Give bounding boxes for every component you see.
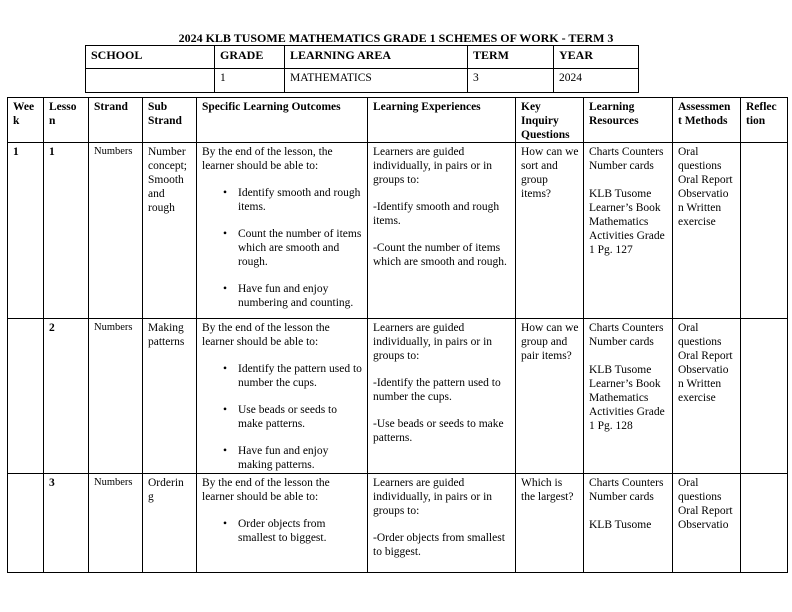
cell-resources (584, 143, 673, 319)
cell-reflection (741, 319, 788, 474)
outcome-item: • Order objects from smallest to biggest. (238, 517, 363, 545)
cell-inquiry-question: Which is the largest? (516, 474, 584, 573)
experience-item: -Order objects from smallest to biggest. (373, 532, 505, 558)
experience-item: -Identify smooth and rough items. (373, 201, 500, 227)
cell-strand: Numbers (89, 319, 143, 474)
experience-item: -Use beads or seeds to make patterns. (373, 418, 504, 444)
cell-strand: Numbers (89, 143, 143, 319)
school-info-table (85, 45, 639, 93)
cell-assessment: Oral questions Oral Report Observatio n Written exercise (673, 143, 741, 319)
cell-reflection (741, 143, 788, 319)
outcomes-list (202, 362, 363, 472)
resources-book: KLB Tusome Learner’s Book Mathematics Activities Grade 1 Pg. 128 (589, 364, 665, 432)
cell-sub-strand: Making patterns (143, 319, 197, 474)
cell-assessment: Oral questions Oral Report Observatio (673, 474, 741, 573)
cell-strand: Numbers (89, 474, 143, 573)
header-resources: Learning Resources (584, 98, 673, 143)
info-header-learning-area: LEARNING AREA (285, 46, 468, 69)
outcomes-list (202, 517, 363, 545)
resources-materials: Charts Counters Number cards (589, 146, 664, 172)
cell-sub-strand: Orderin g (143, 474, 197, 573)
cell-inquiry-question: How can we sort and group items? (516, 143, 584, 319)
cell-assessment: Oral questions Oral Report Observatio n Written exercise (673, 319, 741, 474)
info-header-year: YEAR (554, 46, 639, 69)
cell-week (8, 474, 44, 573)
info-header-row (86, 46, 639, 69)
cell-week (8, 319, 44, 474)
resources-book: KLB Tusome Learner’s Book Mathematics Activities Grade 1 Pg. 127 (589, 188, 665, 256)
info-value-term: 3 (468, 69, 554, 93)
header-inquiry-questions: Key Inquiry Questions (516, 98, 584, 143)
header-experiences: Learning Experiences (368, 98, 516, 143)
cell-lesson: 2 (44, 319, 89, 474)
table-header-row (8, 98, 788, 143)
info-value-year: 2024 (554, 69, 639, 93)
table-row (8, 474, 788, 573)
cell-reflection (741, 474, 788, 573)
outcome-item: • Count the number of items which are smooth and rough. (238, 227, 363, 269)
experiences-intro: Learners are guided individually, in pairs or in groups to: (373, 146, 493, 186)
resources-book: KLB Tusome (589, 519, 652, 531)
table-row (8, 319, 788, 474)
info-value-school (86, 69, 215, 93)
cell-outcomes (197, 474, 368, 573)
outcome-item: • Identify the pattern used to number the cups. (238, 362, 363, 390)
outcomes-list (202, 186, 363, 310)
header-sub-strand: Sub Strand (143, 98, 197, 143)
schemes-of-work-table (7, 97, 788, 573)
info-header-term: TERM (468, 46, 554, 69)
header-reflection: Reflec tion (741, 98, 788, 143)
cell-experiences (368, 143, 516, 319)
cell-resources (584, 319, 673, 474)
cell-experiences (368, 474, 516, 573)
table-row (8, 143, 788, 319)
outcomes-intro: By the end of the lesson the learner should be able to: (202, 477, 330, 503)
experience-item: -Count the number of items which are smooth and rough. (373, 242, 507, 268)
info-header-grade: GRADE (215, 46, 285, 69)
cell-inquiry-question: How can we group and pair items? (516, 319, 584, 474)
header-assessment: Assessmen t Methods (673, 98, 741, 143)
outcomes-intro: By the end of the lesson, the learner should be able to: (202, 146, 333, 172)
resources-materials: Charts Counters Number cards (589, 477, 664, 503)
cell-lesson: 1 (44, 143, 89, 319)
info-value-grade: 1 (215, 69, 285, 93)
cell-week: 1 (8, 143, 44, 319)
experiences-intro: Learners are guided individually, in pairs or in groups to: (373, 477, 493, 517)
header-week: Wee k (8, 98, 44, 143)
outcome-item: • Identify smooth and rough items. (238, 186, 363, 214)
info-value-learning-area: MATHEMATICS (285, 69, 468, 93)
outcome-item: • Have fun and enjoy making patterns. (238, 444, 363, 472)
header-outcomes: Specific Learning Outcomes (197, 98, 368, 143)
experiences-intro: Learners are guided individually, in pairs or in groups to: (373, 322, 493, 362)
resources-materials: Charts Counters Number cards (589, 322, 664, 348)
cell-lesson: 3 (44, 474, 89, 573)
cell-experiences (368, 319, 516, 474)
info-value-row (86, 69, 639, 93)
outcomes-intro: By the end of the lesson the learner should be able to: (202, 322, 330, 348)
header-lesson: Lesso n (44, 98, 89, 143)
cell-resources (584, 474, 673, 573)
header-strand: Strand (89, 98, 143, 143)
cell-outcomes (197, 319, 368, 474)
outcome-item: • Use beads or seeds to make patterns. (238, 403, 363, 431)
document-title: 2024 KLB TUSOME MATHEMATICS GRADE 1 SCHEMES OF WORK - TERM 3 (178, 31, 614, 45)
cell-sub-strand: Number concept; Smooth and rough (143, 143, 197, 319)
info-header-school: SCHOOL (86, 46, 215, 69)
experience-item: -Identify the pattern used to number the cups. (373, 377, 501, 403)
cell-outcomes (197, 143, 368, 319)
outcome-item: • Have fun and enjoy numbering and counting. (238, 282, 363, 310)
